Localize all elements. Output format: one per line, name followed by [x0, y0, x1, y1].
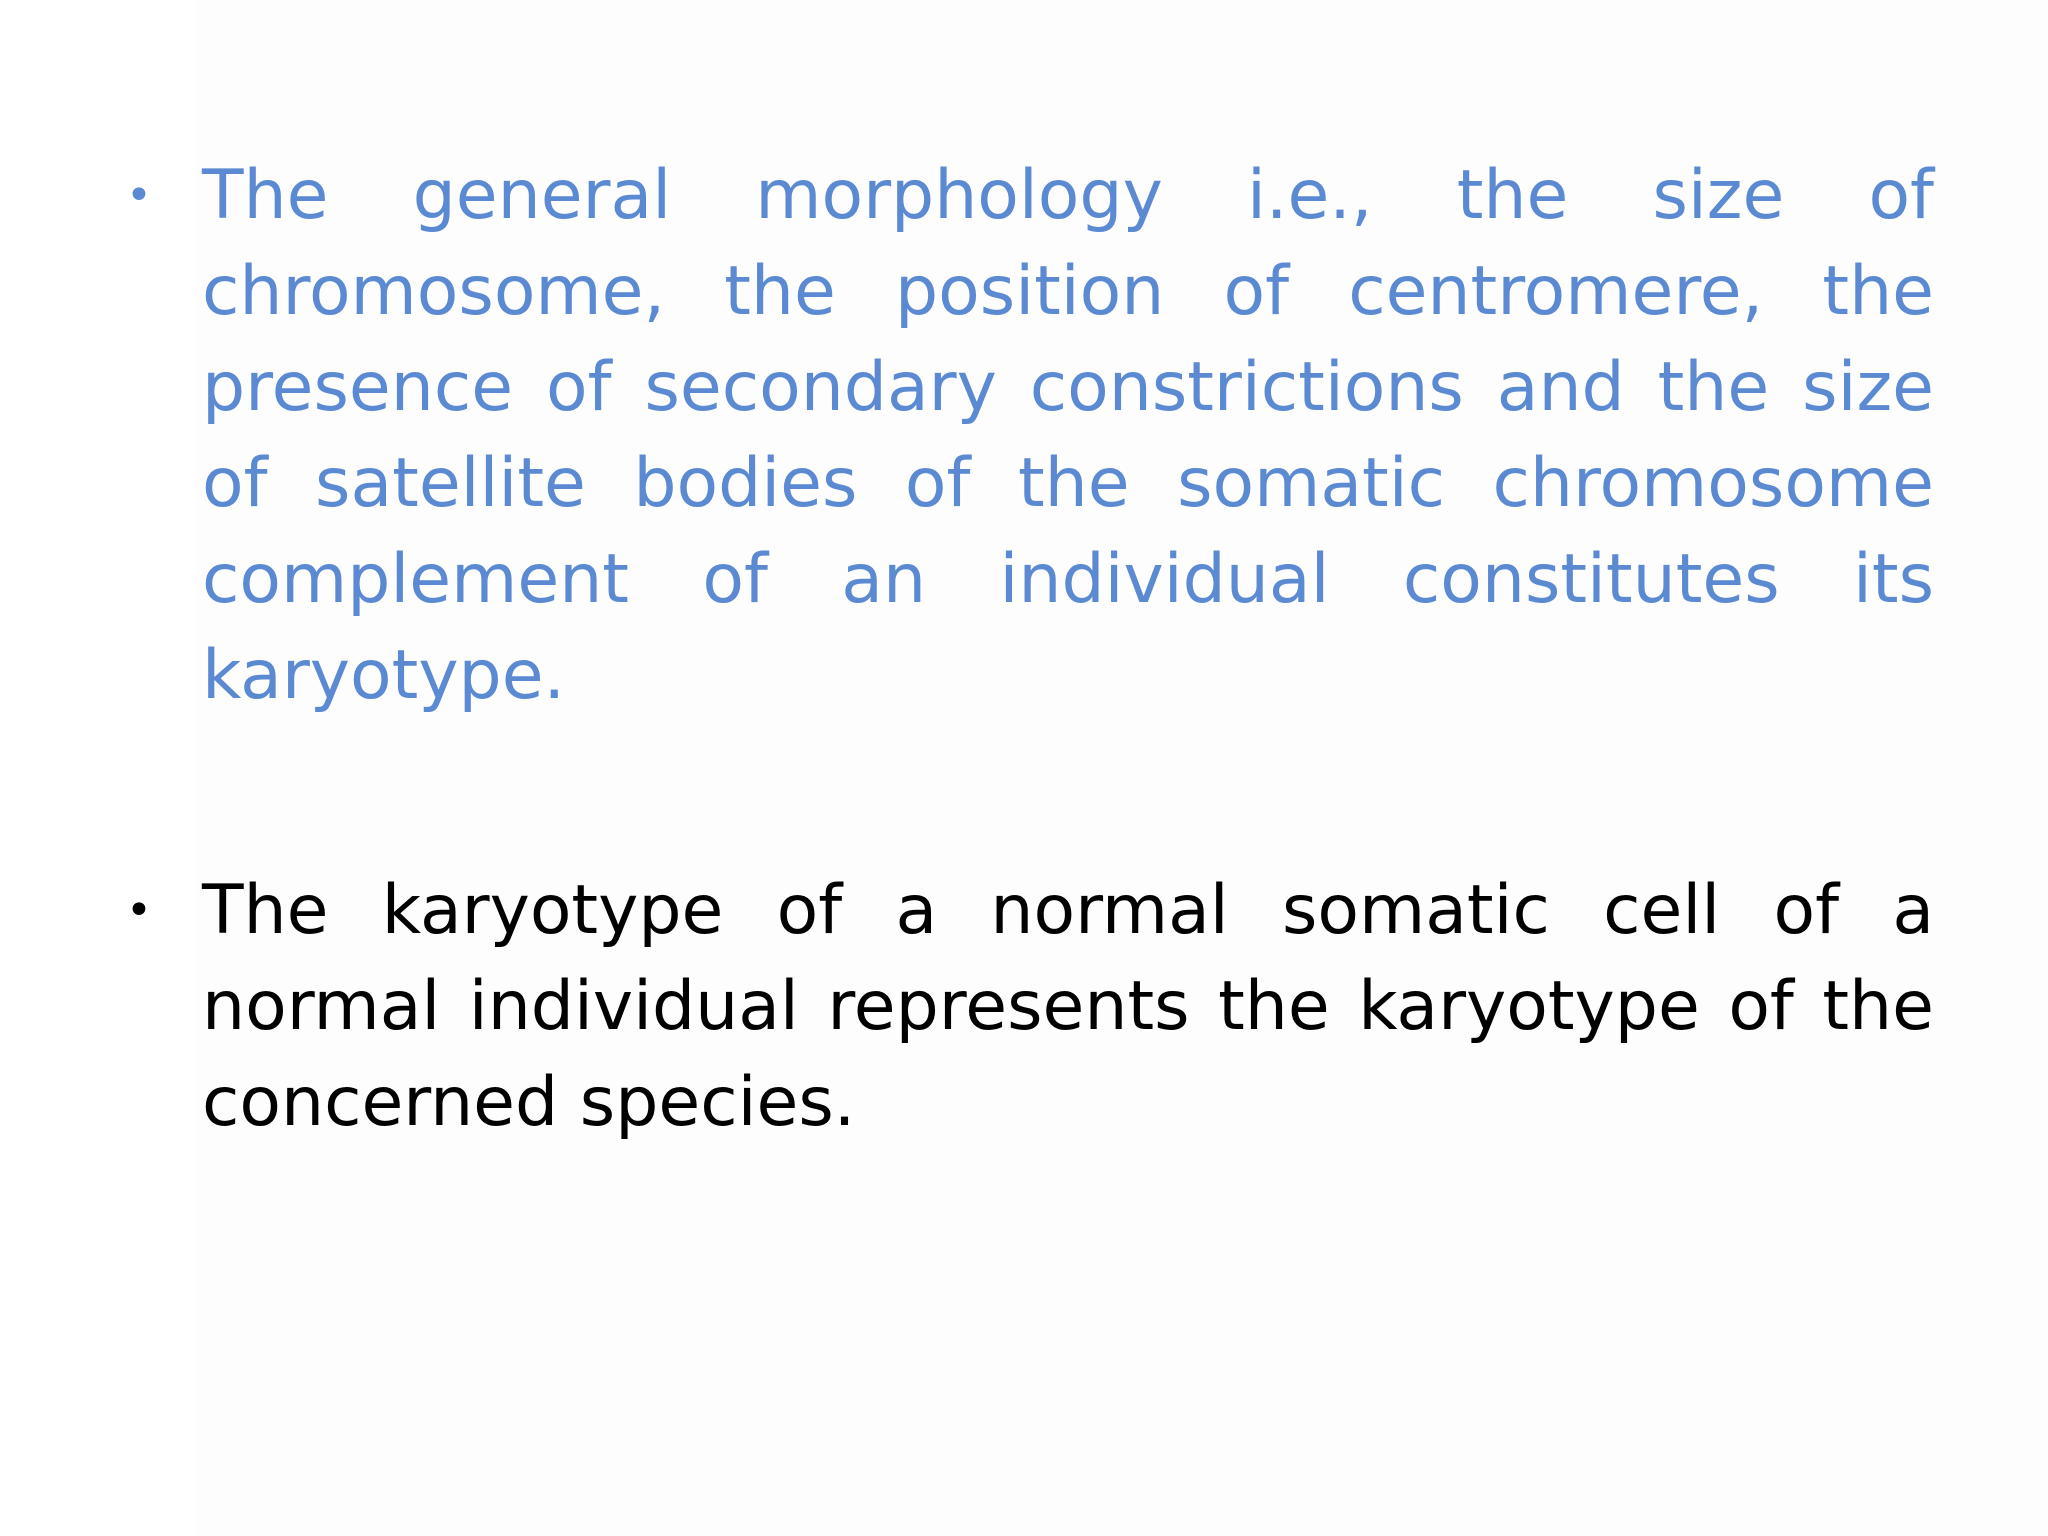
bullet-item-karyotype-species [126, 863, 1934, 1151]
bullet-marker: • [126, 170, 152, 221]
bullet-text: The karyotype of a normal somatic cell of a normal individual represents the karyotype of the concerned species. [202, 871, 1934, 1142]
bullet-item-karyotype-definition [126, 148, 1934, 724]
bullet-text: The general morphology i.e., the size of chromosome, the position of centromere, the presence of secondary constrictions and the size of satellite bodies of the somatic chromosome complement of an individual constitutes its karyotype. [202, 156, 1934, 715]
bullet-marker: • [126, 885, 152, 936]
